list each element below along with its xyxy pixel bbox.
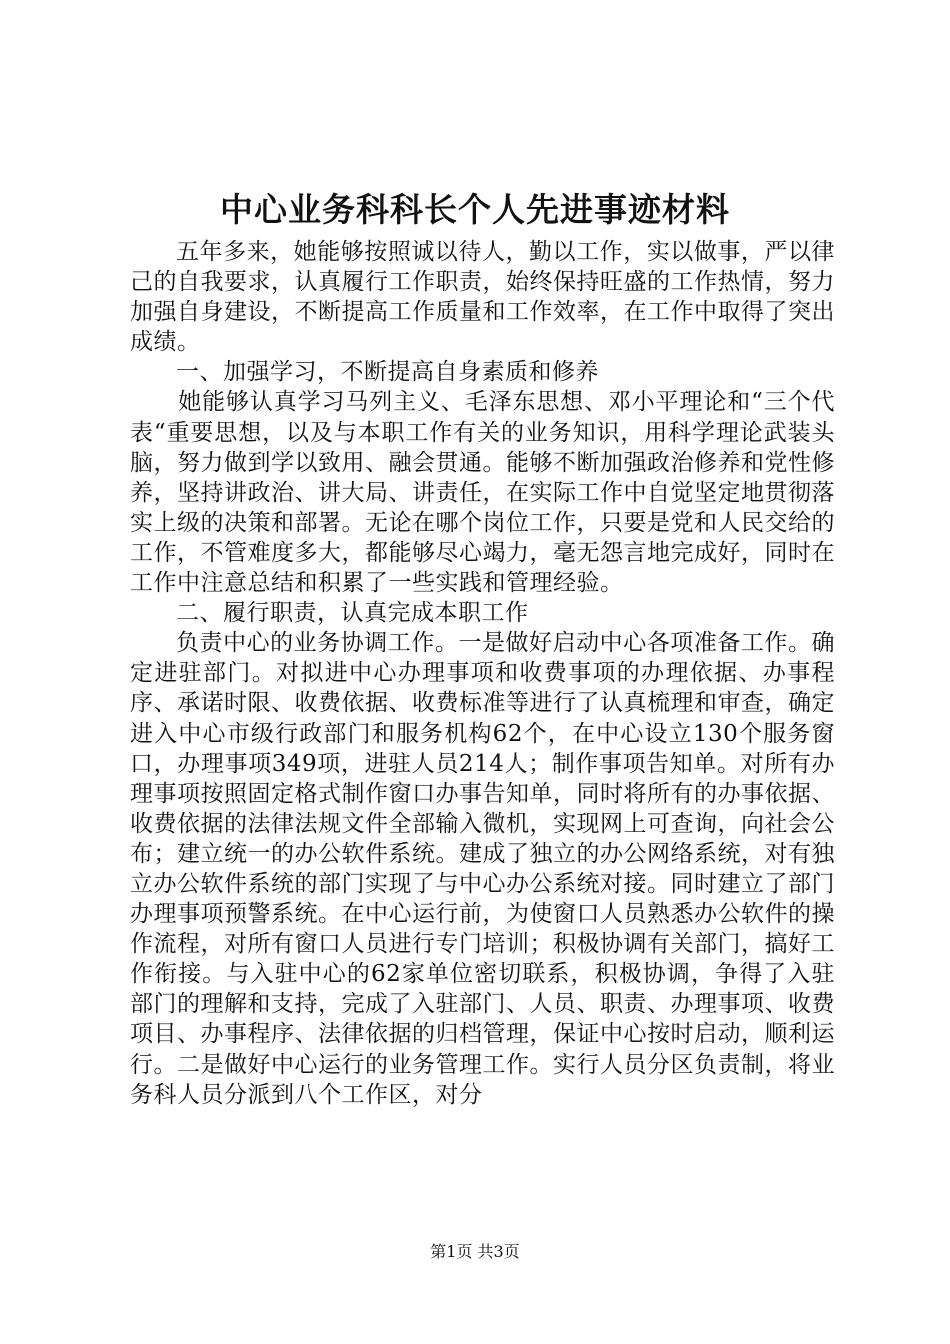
document-body	[130, 237, 835, 1110]
document-title: 中心业务科科长个人先进事迹材料	[220, 190, 730, 229]
section-heading-duties: 二、履行职责，认真完成本职工作	[176, 600, 529, 627]
paragraph-intro: 五年多来，她能够按照诚以待人，勤以工作，实以做事，严以律己的自我要求，认真履行工作职责，始终保持旺盛的工作热情，努力加强自身建设，不断提高工作质量和工作效率，在工作中取得了突出成绩。	[130, 239, 835, 356]
section-heading-study: 一、加强学习，不断提高自身素质和修养	[176, 359, 599, 386]
paragraph-duties: 负责中心的业务协调工作。一是做好启动中心各项准备工作。确定进驻部门。对拟进中心办理事项和收费事项的办理依据、办事程序、承诺时限、收费依据、收费标准等进行了认真梳理和审查，确定进入中心市级行政部门和服务机构62个，在中心设立130个服务窗口，办理事项349项，进驻人员214人；制作事项告知单。对所有办理事项按照固定格式制作窗口办事告知单，同时将所有的办事依据、收费依据的法律法规文件全部输入微机，实现网上可查询，向社会公布；建立统一的办公软件系统。建成了独立的办公网络系统，对有独立办公软件系统的部门实现了与中心办公系统对接。同时建立了部门办理事项预警系统。在中心运行前，为使窗口人员熟悉办公软件的操作流程，对所有窗口人员进行专门培训；积极协调有关部门，搞好工作衔接。与入驻中心的62家单位密切联系，积极协调，争得了入驻部门的理解和支持，完成了入驻部门、人员、职责、办理事项、收费项目、办事程序、法律依据的归档管理，保证中心按时启动，顺利运行。二是做好中心运行的业务管理工作。实行人员分区负责制，将业务科人员分派到八个工作区，对分	[130, 630, 835, 1108]
page-number-footer: 第1页 共3页	[430, 1242, 520, 1261]
paragraph-study: 她能够认真学习马列主义、毛泽东思想、邓小平理论和“三个代表“重要思想，以及与本职工作有关的业务知识，用科学理论武装头脑，努力做到学以致用、融会贯通。能够不断加强政治修养和党性修养，坚持讲政治、讲大局、讲责任，在实际工作中自觉坚定地贯彻落实上级的决策和部署。无论在哪个岗位工作，只要是党和人民交给的工作，不管难度多大，都能够尽心竭力，毫无怨言地完成好，同时在工作中注意总结和积累了一些实践和管理经验。	[130, 389, 835, 597]
